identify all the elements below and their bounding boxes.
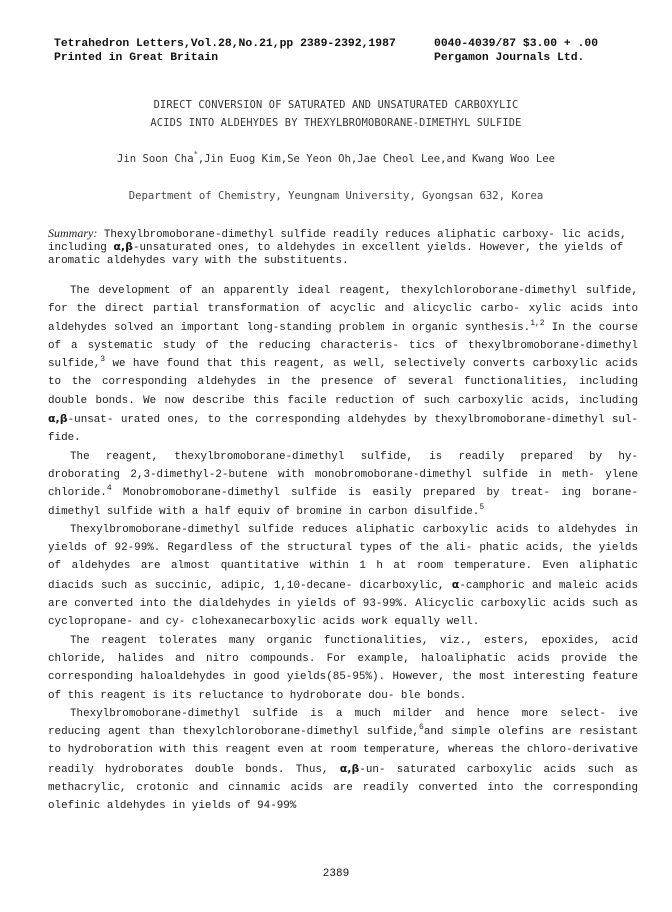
printed-in: Printed in Great Britain xyxy=(54,51,219,64)
affiliation: Department of Chemistry, Yeungnam University, Gyongsan 632, Korea xyxy=(128,190,544,202)
paragraph-3 xyxy=(48,521,638,632)
p2-text-a: The reagent, thexylbromoborane-dimethyl sulfide, is readily prepared by hy- droborating 2,3-dimethyl-2-butene with monobromoborane-dimethyl sulfide in meth- ylene chloride. xyxy=(48,450,638,500)
title-line-1: DIRECT CONVERSION OF SATURATED AND UNSATURATED CARBOXYLIC xyxy=(153,99,519,111)
p1-greek: α,β xyxy=(48,412,68,426)
header-left xyxy=(54,38,396,65)
journal-citation: Tetrahedron Letters,Vol.28,No.21,pp 2389-2392,1987 xyxy=(54,38,396,50)
paragraph-1 xyxy=(48,282,638,448)
p2-text-b: Monobromoborane-dimethyl sulfide is easily prepared by treat- ing borane-dimethyl sulfide with a half equiv of bromine in carbon disulfide. xyxy=(48,487,638,518)
publisher: Pergamon Journals Ltd. xyxy=(434,51,585,64)
p5-text-c: -un- saturated carboxylic acids such as methacrylic, crotonic and cinnamic acids are readily converted into the corresponding olefinic aldehydes in yields of 94-99% xyxy=(48,763,638,813)
p1-text-c: we have found that this reagent, as well, selectively converts carboxylic acids to the corresponding aldehydes in the presence of several functionalities, including double bonds. We now describe this facile reduction of such carboxylic acids, including xyxy=(48,358,638,407)
summary-greek: α,β xyxy=(113,240,133,254)
page-number: 2389 xyxy=(322,868,350,880)
p1-ref-2: 3 xyxy=(100,355,106,365)
issn-price: 0040-4039/87 $3.00 + .00 xyxy=(434,38,599,50)
paragraph-5 xyxy=(48,705,638,816)
p1-text-b: In the course of a systematic study of the reducing characteris- tics of thexylbromoborane-dimethyl sulfide, xyxy=(48,321,638,371)
corresponding-author: Jin Soon Cha xyxy=(117,153,194,165)
summary-label: Summary: xyxy=(48,226,98,240)
paragraph-2 xyxy=(48,448,638,521)
p1-ref-1: 1,2 xyxy=(530,318,545,328)
author-list xyxy=(0,150,672,165)
article-title xyxy=(0,97,672,132)
header-right xyxy=(434,38,598,65)
article-body xyxy=(48,282,638,816)
title-line-2: ACIDS INTO ALDEHYDES BY THEXYLBROMOBORANE-DIMETHYL SULFIDE xyxy=(150,116,522,129)
co-authors: ,Jin Euog Kim,Se Yeon Oh,Jae Cheol Lee,and Kwang Woo Lee xyxy=(197,153,555,165)
p2-ref-2: 5 xyxy=(479,502,485,512)
summary-text-2: -unsaturated ones, to aldehydes in excellent yields. However, the yields of aromatic aldehydes vary with the substituents. xyxy=(48,242,624,267)
p1-text-a: The development of an apparently ideal reagent, thexylchloroborane-dimethyl sulfide, for the direct partial transformation of acyclic and alicyclic carbo- xylic acids into aldehydes solved an important long-standing problem in organic synthesis. xyxy=(48,285,638,334)
p5-ref: 6 xyxy=(419,723,424,733)
summary-text-1: Thexylbromoborane-dimethyl sulfide readily reduces aliphatic carboxy- lic acids, including xyxy=(48,229,627,255)
p5-text-b: and simple olefins are resistant to hydroboration with this reagent even at room temperature, whereas the chloro-derivative readily hydroborates double bonds. Thus, xyxy=(48,726,638,776)
p5-text-a: Thexylbromoborane-dimethyl sulfide is a much milder and hence more select- ive reducing agent than thexylchloroborane-dimethyl sulfide, xyxy=(48,707,638,739)
p2-ref-1: 4 xyxy=(106,484,112,494)
p3-text-a: Thexylbromoborane-dimethyl sulfide reduces aliphatic carboxylic acids to aldehydes in yields of 92-99%. Regardless of the structural types of the ali- phatic acids, the yields of aldehydes are almost quantitative within 1 h at room temperature. Even aliphatic diacids such as succinic, adipic, 1,10-decane- dicarboxylic, xyxy=(48,523,638,592)
p1-text-d: -unsat- urated ones, to the corresponding aldehydes by thexylbromoborane-dimethyl sul- fide. xyxy=(48,414,638,445)
summary-block xyxy=(48,227,638,267)
paragraph-4: The reagent tolerates many organic functionalities, viz., esters, epoxides, acid chloride, halides and nitro compounds. For example, haloaliphatic acids provide the corresponding haloaldehydes in good yields(85-95%). However, the most interesting feature of this reagent is its reluctance to hydroborate dou- ble bonds. xyxy=(48,634,638,702)
corresponding-mark: * xyxy=(193,150,198,158)
p3-text-b: -camphoric and maleic acids are converted into the dialdehydes in yields of 93-99%. Alicyclic carboxylic acids such as cyclopropane- and cy- clohexanecarboxylic acids work equally well. xyxy=(48,579,638,629)
p3-greek: α xyxy=(451,577,460,591)
p5-greek: α,β xyxy=(339,761,360,775)
